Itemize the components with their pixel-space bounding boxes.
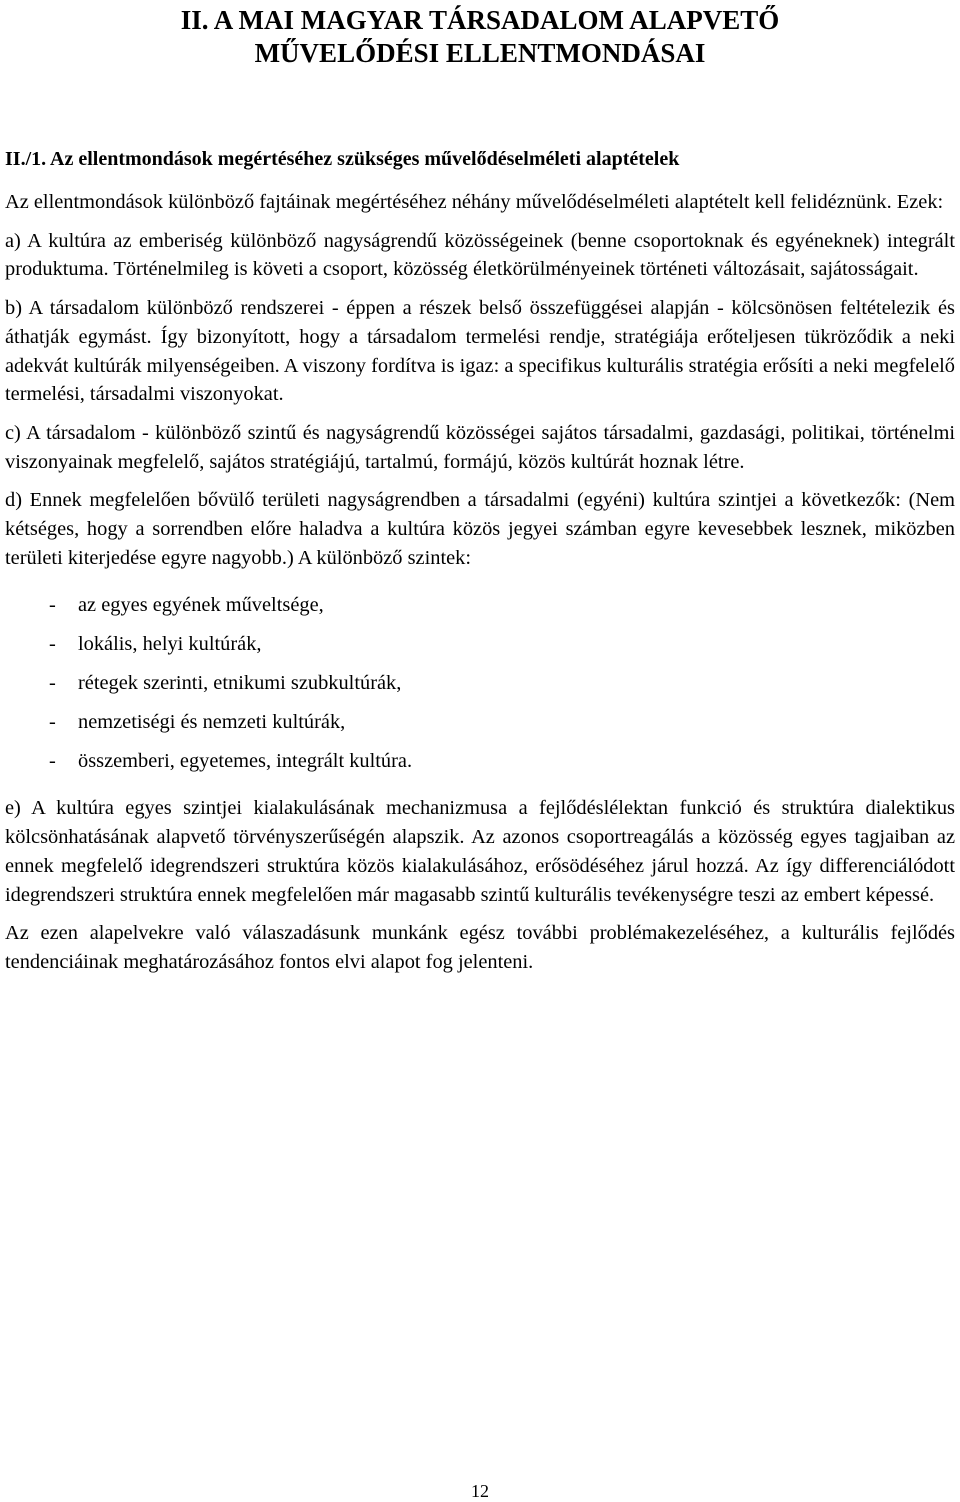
list-dash: - bbox=[49, 750, 56, 773]
page-number: 12 bbox=[471, 1481, 489, 1501]
paragraph-e: e) A kultúra egyes szintjei kialakulásának mechanizmusa a fejlődéslélektan funkció és struktúra dialektikus kölcsönhatásának alapvető törvényszerűségén alapszik. Az azonos csoportreagálás a közösség egyes tagjaiban az ennek megfelelő idegrendszeri struktúra közös kialakulásához, erősödéséhez járul hozzá. Az így differenciálódott idegrendszeri struktúra ennek megfelelően már magasabb szintű kulturális tevékenységre teszi az embert képessé. bbox=[5, 797, 955, 906]
list-dash: - bbox=[49, 672, 56, 695]
list-item bbox=[5, 670, 955, 696]
chapter-title-line-2: MŰVELŐDÉSI ELLENTMONDÁSAI bbox=[254, 38, 706, 68]
chapter-title-line-1: II. A MAI MAGYAR TÁRSADALOM ALAPVETŐ bbox=[180, 5, 780, 35]
section-heading: II./1. Az ellentmondások megértéséhez szükséges művelődéselméleti alaptételek bbox=[5, 148, 680, 170]
paragraph-d: d) Ennek megfelelően bővülő területi nagyságrendben a társadalmi (egyéni) kultúra szintjei a következők: (Nem kétséges, hogy a sorrendben előre haladva a kultúra közös jegyei számban egyre kevesebbek lesznek, miközben területi kiterjedése egyre nagyobb.) A különböző szintek: bbox=[5, 489, 955, 569]
closing-paragraph: Az ezen alapelvekre való válaszadásunk munkánk egész további problémakezeléséhez, a kulturális fejlődés tendenciáinak meghatározásához fontos elvi alapot fog jelenteni. bbox=[5, 922, 955, 973]
list-dash: - bbox=[49, 594, 56, 617]
paragraph-a: a) A kultúra az emberiség különböző nagyságrendű közösségeinek (benne csoportoknak és egyéneknek) integrált produktuma. Történelmileg is követi a csoport, közösség életkörülményeinek történeti változásait, sajátosságait. bbox=[5, 229, 955, 281]
chapter-title bbox=[5, 4, 955, 70]
list-item bbox=[5, 748, 955, 774]
list-item-text: lokális, helyi kultúrák, bbox=[78, 633, 262, 656]
culture-levels-list bbox=[5, 592, 955, 774]
list-dash: - bbox=[49, 633, 56, 656]
list-item-text: nemzetiségi és nemzeti kultúrák, bbox=[78, 711, 346, 734]
list-dash: - bbox=[49, 711, 56, 734]
list-item-text: összemberi, egyetemes, integrált kultúra. bbox=[78, 750, 413, 773]
list-item bbox=[5, 631, 955, 657]
intro-paragraph: Az ellentmondások különböző fajtáinak megértéséhez néhány művelődéselméleti alaptételt kell felidéznünk. Ezek: bbox=[5, 191, 944, 213]
list-item-text: rétegek szerinti, etnikumi szubkultúrák, bbox=[78, 672, 402, 695]
document-page bbox=[5, 0, 955, 977]
list-item bbox=[5, 709, 955, 735]
list-item-text: az egyes egyének műveltsége, bbox=[78, 594, 324, 617]
paragraph-c: c) A társadalom - különböző szintű és nagyságrendű közösségei sajátos társadalmi, gazdasági, politikai, történelmi viszonyainak megfelelő, sajátos stratégiájú, tartalmú, formájú, közös kultúrát hoznak létre. bbox=[5, 421, 955, 473]
list-item bbox=[5, 592, 955, 618]
paragraph-b: b) A társadalom különböző rendszerei - éppen a részek belső összefüggései alapján - kölcsönösen feltételezik és áthatják egymást. Így bizonyított, hogy a társadalom termelési rendje, stratégiája erőteljesen tükröződik a neki adekvát kultúrák milyenségeiben. A viszony fordítva is igaz: a specifikus kulturális stratégia erősíti a neki megfelelő termelési, társadalmi viszonyokat. bbox=[5, 297, 955, 406]
